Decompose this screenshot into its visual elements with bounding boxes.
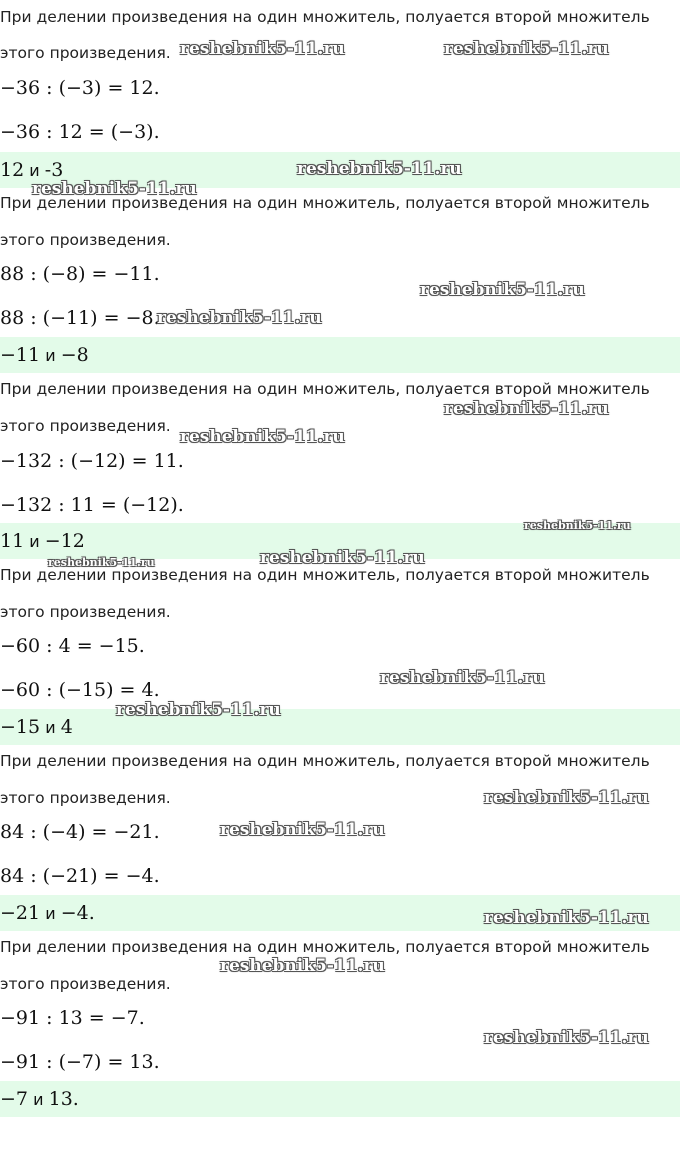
rule-line-1: При делении произведения на один множитель, полуается второй множитель xyxy=(0,380,650,398)
answer-a: 11 xyxy=(0,530,25,552)
watermark: reshebnik5-11.ru xyxy=(180,427,345,447)
watermark: reshebnik5-11.ru xyxy=(116,700,281,720)
answer-b: −8 xyxy=(60,344,89,366)
watermark: reshebnik5-11.ru xyxy=(444,39,609,59)
watermark: reshebnik5-11.ru xyxy=(297,159,462,179)
rule-line-1: При делении произведения на один множитель, полуается второй множитель xyxy=(0,938,650,956)
watermark: reshebnik5-11.ru xyxy=(524,519,631,532)
rule-line-2: этого произведения. xyxy=(0,44,171,62)
watermark: reshebnik5-11.ru xyxy=(444,399,609,419)
answer-b: 4 xyxy=(60,716,73,738)
rule-line-2: этого произведения. xyxy=(0,603,171,621)
rule-line-2: этого произведения. xyxy=(0,417,171,435)
watermark: reshebnik5-11.ru xyxy=(220,956,385,976)
equation-1: −132 : (−12) = 11. xyxy=(0,450,184,472)
rule-line-2: этого произведения. xyxy=(0,789,171,807)
watermark: reshebnik5-11.ru xyxy=(32,179,197,199)
answer-conj: и xyxy=(45,718,56,737)
answer-a: 12 xyxy=(0,159,25,181)
equation-1: −60 : 4 = −15. xyxy=(0,635,145,657)
equation-2: 84 : (−21) = −4. xyxy=(0,865,160,887)
watermark: reshebnik5-11.ru xyxy=(484,908,649,928)
equation-1: −36 : (−3) = 12. xyxy=(0,77,160,99)
answer-bar xyxy=(0,709,680,745)
answer-b: −4. xyxy=(60,902,95,924)
rule-line-1: При делении произведения на один множитель, полуается второй множитель xyxy=(0,566,650,584)
equation-1: 84 : (−4) = −21. xyxy=(0,821,160,843)
watermark: reshebnik5-11.ru xyxy=(484,788,649,808)
answer-a: −7 xyxy=(0,1088,29,1110)
rule-line-2: этого произведения. xyxy=(0,231,171,249)
answer-b: 13. xyxy=(48,1088,79,1110)
answer-a: −11 xyxy=(0,344,41,366)
rule-line-2: этого произведения. xyxy=(0,975,171,993)
watermark: reshebnik5-11.ru xyxy=(380,668,545,688)
watermark: reshebnik5-11.ru xyxy=(220,820,385,840)
equation-2: −36 : 12 = (−3). xyxy=(0,121,160,143)
equation-1: 88 : (−8) = −11. xyxy=(0,263,160,285)
rule-line-1: При делении произведения на один множитель, полуается второй множитель xyxy=(0,8,650,26)
answer-conj: и xyxy=(29,161,40,180)
watermark: reshebnik5-11.ru xyxy=(180,39,345,59)
watermark: reshebnik5-11.ru xyxy=(48,556,155,569)
equation-1: −91 : 13 = −7. xyxy=(0,1007,145,1029)
answer-conj: и xyxy=(33,1090,44,1109)
answer-b: −12 xyxy=(44,530,85,552)
watermark: reshebnik5-11.ru xyxy=(484,1028,649,1048)
answer-b: -3 xyxy=(44,159,64,181)
answer-bar xyxy=(0,337,680,373)
equation-2: 88 : (−11) = −8. xyxy=(0,307,160,329)
answer-conj: и xyxy=(29,532,40,551)
equation-2: −132 : 11 = (−12). xyxy=(0,494,184,516)
equation-2: −60 : (−15) = 4. xyxy=(0,679,160,701)
answer-a: −21 xyxy=(0,902,41,924)
rule-line-1: При делении произведения на один множитель, полуается второй множитель xyxy=(0,194,650,212)
answer-bar xyxy=(0,1081,680,1117)
watermark: reshebnik5-11.ru xyxy=(260,548,425,568)
answer-conj: и xyxy=(45,346,56,365)
watermark: reshebnik5-11.ru xyxy=(420,280,585,300)
equation-2: −91 : (−7) = 13. xyxy=(0,1051,160,1073)
watermark: reshebnik5-11.ru xyxy=(157,308,322,328)
answer-a: −15 xyxy=(0,716,41,738)
answer-conj: и xyxy=(45,904,56,923)
rule-line-1: При делении произведения на один множитель, полуается второй множитель xyxy=(0,752,650,770)
